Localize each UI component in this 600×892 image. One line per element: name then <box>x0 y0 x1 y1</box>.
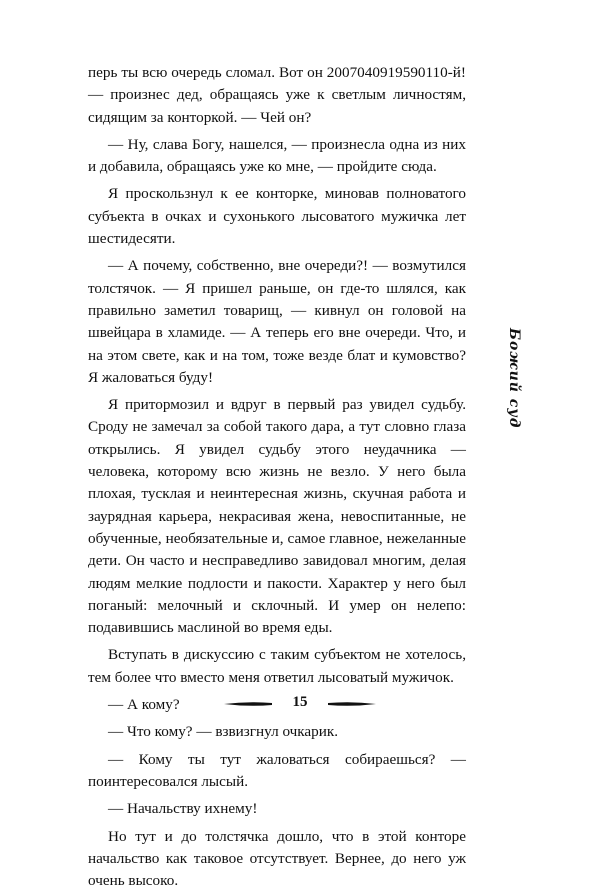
running-title: Божий суд <box>502 328 522 438</box>
paragraph-7: — А кому? <box>88 694 466 716</box>
page-number: 15 <box>280 694 320 711</box>
paragraph-8: — Что кому? — взвизгнул очкарик. <box>88 721 466 743</box>
paragraph-2: — Ну, слава Богу, нашелся, — произнесла одна из них и добавила, обращаясь уже ко мне, — пройдите сюда. <box>88 134 466 179</box>
page-footer <box>220 692 380 716</box>
paragraph-6: Вступать в дискуссию с таким субъектом не хотелось, тем более что вместо меня ответил лысоватый мужичок. <box>88 644 466 689</box>
paragraph-11: Но тут и до толстячка дошло, что в этой конторе начальство как таковое отсутствует. Вернее, до него уж очень высоко. <box>88 826 466 892</box>
paragraph-1: перь ты всю очередь сломал. Вот он 2007040919590110-й! — произнес дед, обращаясь уже к светлым личностям, сидящим за конторкой. — Чей он? <box>88 62 466 129</box>
paragraph-3: Я проскользнул к ее конторке, миновав полноватого субъекта в очках и сухонького лысоватого мужичка лет шестидесяти. <box>88 183 466 250</box>
paragraph-4: — А почему, собственно, вне очереди?! — возмутился толстячок. — Я пришел раньше, он где-то шлялся, как правильно заметил товарищ, — кивнул он головой на швейцара в хламиде. — А теперь его вне очереди. Что, и на этом свете, как и на том, тоже везде блат и кумовство? Я жаловаться буду! <box>88 255 466 389</box>
body-text <box>88 62 466 892</box>
paragraph-5: Я притормозил и вдруг в первый раз увидел судьбу. Сроду не замечал за собой такого дара, а тут словно глаза открылись. Я увидел судьбу этого неудачника — человека, которому всю жизнь не везло. У него была плохая, тусклая и неинтересная жизнь, скучная работа и заурядная карьера, некрасивая жена, невоспитанные, не обученные, необязательные и, самое главное, нежеланные дети. Он часто и несправедливо завидовал многим, делая людям мелкие подлости и пакости. Характер у него был поганый: мелочный и склочный. И умер он нелепо: подавившись маслиной во время еды. <box>88 394 466 639</box>
paragraph-9: — Кому ты тут жаловаться собираешься? — поинтересовался лысый. <box>88 749 466 794</box>
paragraph-10: — Начальству ихнему! <box>88 798 466 820</box>
